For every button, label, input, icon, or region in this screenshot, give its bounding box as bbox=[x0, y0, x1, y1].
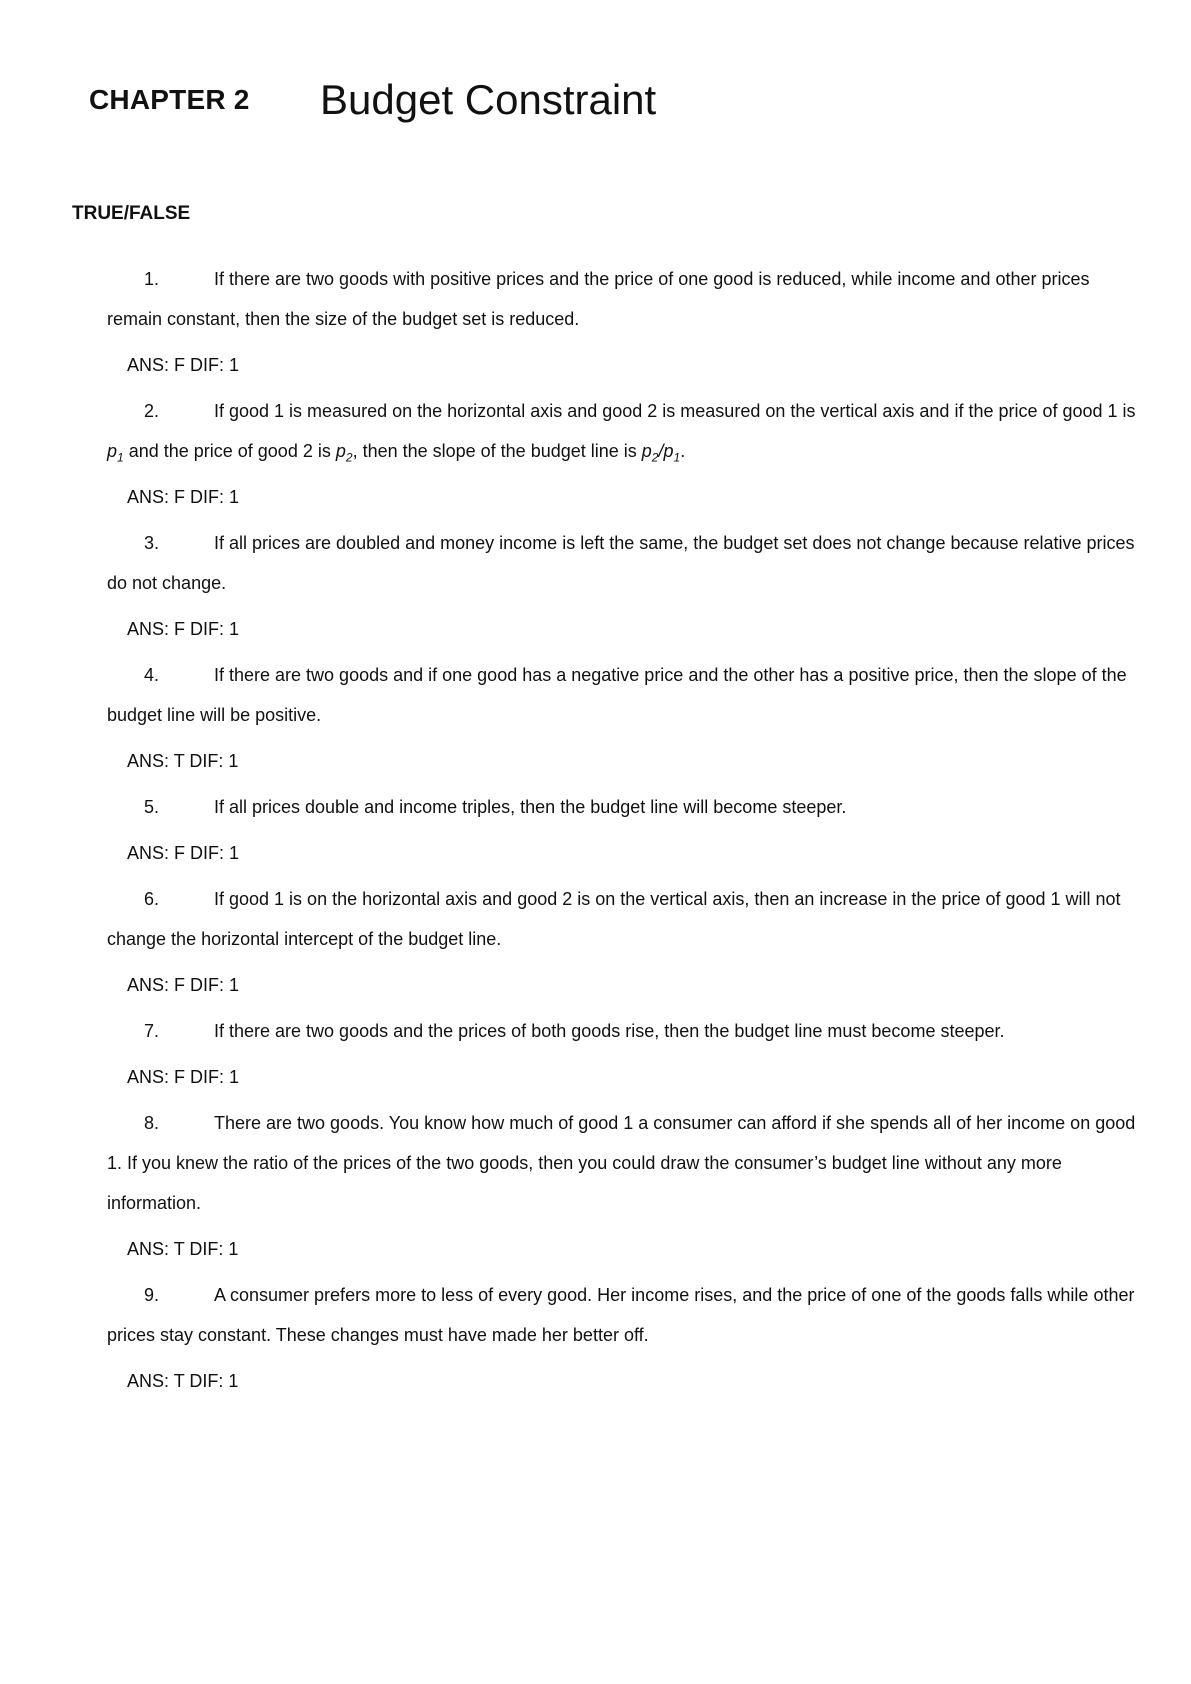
question-body-part: , then the slope of the budget line is bbox=[352, 441, 642, 461]
question-item bbox=[107, 655, 1147, 775]
slope-expression: $p_2/p_1$ bbox=[641, 441, 681, 465]
price-1-symbol: $p_1$ bbox=[107, 441, 124, 465]
question-text bbox=[107, 787, 1147, 827]
question-number: 4. bbox=[144, 665, 160, 685]
question-number: 3. bbox=[144, 533, 160, 553]
question-body: If there are two goods and if one good has a negative price and the other has a positive price, then the slope of the budget line will be positive. bbox=[107, 665, 1127, 725]
answer-line: ANS: T DIF: 1 bbox=[127, 751, 239, 771]
question-text bbox=[107, 1011, 1147, 1051]
question-body: If there are two goods with positive prices and the price of one good is reduced, while income and other prices remain constant, then the size of the budget set is reduced. bbox=[107, 269, 1090, 329]
question-text bbox=[107, 391, 1147, 471]
question-item bbox=[107, 523, 1147, 643]
answer-line: ANS: F DIF: 1 bbox=[127, 355, 240, 375]
question-body-part: If good 1 is measured on the horizontal axis and good 2 is measured on the vertical axis and if the price of good 1 is bbox=[214, 401, 1136, 421]
answer-line: ANS: F DIF: 1 bbox=[127, 843, 240, 863]
question-body: A consumer prefers more to less of every good. Her income rises, and the price of one of the goods falls while other prices stay constant. These changes must have made her better off. bbox=[107, 1285, 1135, 1345]
question-item bbox=[107, 1011, 1147, 1091]
chapter-title: Budget Constraint bbox=[320, 76, 657, 123]
question-number: 7. bbox=[144, 1021, 160, 1041]
answer-line: ANS: F DIF: 1 bbox=[127, 619, 240, 639]
question-number: 5. bbox=[144, 797, 160, 817]
answer-line: ANS: F DIF: 1 bbox=[127, 1067, 240, 1087]
question-number: 8. bbox=[144, 1113, 160, 1133]
question-body: If all prices are doubled and money income is left the same, the budget set does not change because relative prices do not change. bbox=[107, 533, 1135, 593]
question-body: If there are two goods and the prices of both goods rise, then the budget line must become steeper. bbox=[214, 1021, 1005, 1041]
answer-line: ANS: T DIF: 1 bbox=[127, 1371, 239, 1391]
question-text bbox=[107, 259, 1147, 339]
question-number: 2. bbox=[144, 401, 160, 421]
answer-line: ANS: T DIF: 1 bbox=[127, 1239, 239, 1259]
question-list bbox=[107, 259, 1147, 1395]
answer-line: ANS: F DIF: 1 bbox=[127, 975, 240, 995]
question-text bbox=[107, 523, 1147, 603]
question-body: If good 1 is on the horizontal axis and good 2 is on the vertical axis, then an increase in the price of good 1 will not change the horizontal intercept of the budget line. bbox=[107, 889, 1121, 949]
question-item bbox=[107, 1275, 1147, 1395]
answer-line: ANS: F DIF: 1 bbox=[127, 487, 240, 507]
question-body: There are two goods. You know how much of good 1 a consumer can afford if she spends all of her income on good 1. If you knew the ratio of the prices of the two goods, then you could draw the consumer’s budget line without any more information. bbox=[107, 1113, 1136, 1213]
section-heading: TRUE/FALSE bbox=[72, 203, 191, 224]
question-item bbox=[107, 391, 1147, 511]
question-text bbox=[107, 1103, 1147, 1223]
question-number: 1. bbox=[144, 269, 160, 289]
question-number: 9. bbox=[144, 1285, 160, 1305]
chapter-label: CHAPTER 2 bbox=[89, 84, 250, 115]
question-item bbox=[107, 259, 1147, 379]
question-body-part: and the price of good 2 is bbox=[123, 441, 336, 461]
question-text bbox=[107, 1275, 1147, 1355]
question-number: 6. bbox=[144, 889, 160, 909]
question-body-part: . bbox=[680, 441, 686, 461]
question-item bbox=[107, 787, 1147, 867]
price-2-symbol: $p_2$ bbox=[335, 441, 353, 465]
question-item bbox=[107, 879, 1147, 999]
question-body: If all prices double and income triples, then the budget line will become steeper. bbox=[214, 797, 847, 817]
question-text bbox=[107, 655, 1147, 735]
question-text bbox=[107, 879, 1147, 959]
question-item bbox=[107, 1103, 1147, 1263]
